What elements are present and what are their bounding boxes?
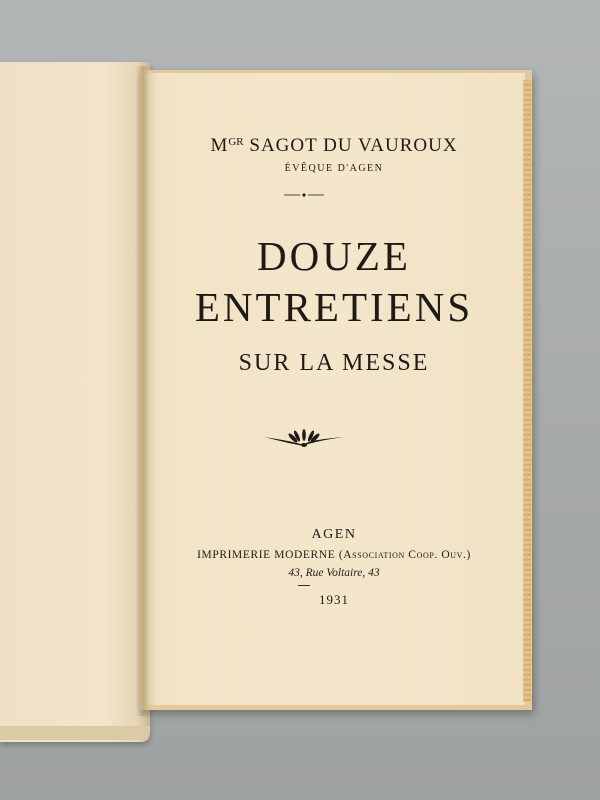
printer-line bbox=[143, 549, 525, 561]
left-page-edge bbox=[0, 726, 150, 740]
author-role: ÉVÊQUE D'AGEN bbox=[284, 163, 384, 174]
author-prefix: M bbox=[210, 135, 229, 156]
subtitle: SUR LA MESSE bbox=[238, 350, 430, 376]
author-prefix-sup: GR bbox=[228, 136, 244, 148]
printer-association: (Association Coop. Ouv.) bbox=[338, 549, 471, 561]
author-name: SAGOT DU VAUROUX bbox=[243, 135, 458, 156]
left-page bbox=[0, 62, 150, 742]
title-line-2: ENTRETIENS bbox=[194, 284, 474, 330]
small-rule-ornament-icon bbox=[284, 192, 324, 198]
printer-address: 43, Rue Voltaire, 43 bbox=[288, 567, 380, 579]
publication-year: 1931 bbox=[319, 592, 349, 607]
printer-name: IMPRIMERIE MODERNE bbox=[197, 549, 336, 561]
city: AGEN bbox=[311, 527, 357, 542]
title-line-1: DOUZE bbox=[257, 233, 411, 279]
short-rule bbox=[298, 585, 310, 586]
author-line bbox=[143, 135, 525, 157]
fan-ornament-icon bbox=[262, 428, 346, 450]
